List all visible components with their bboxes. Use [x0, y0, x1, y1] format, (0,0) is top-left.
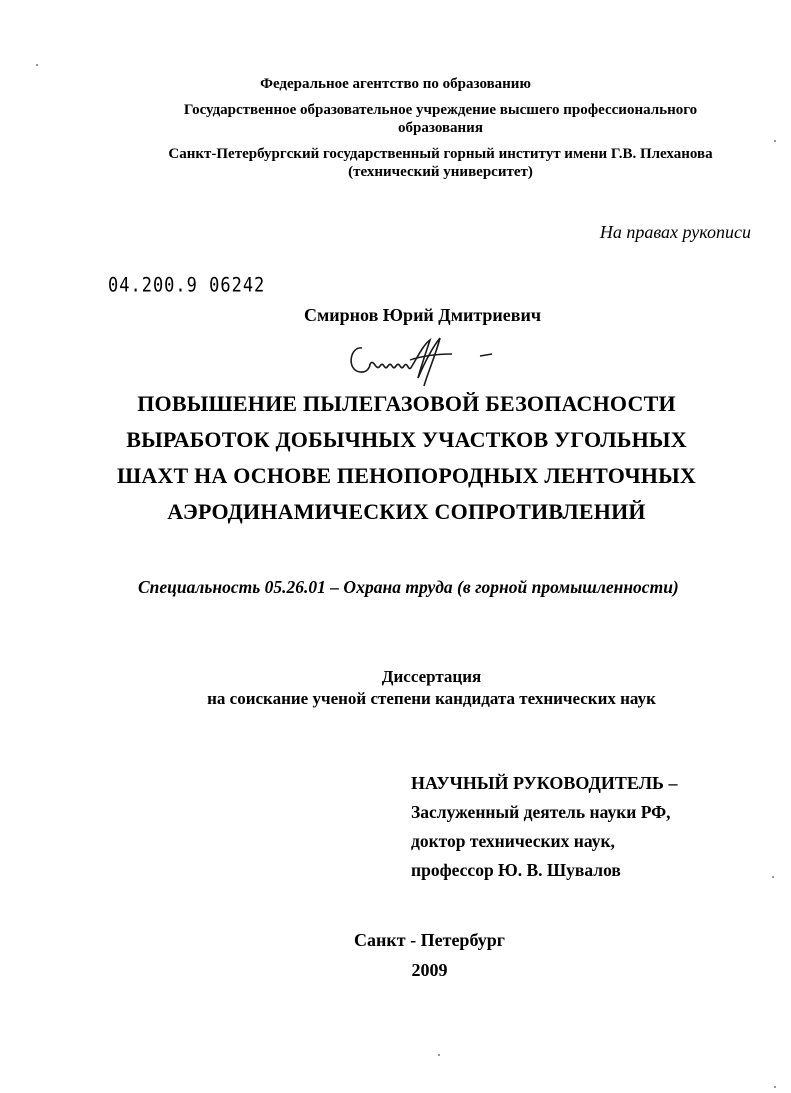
supervisor-line-1: Заслуженный деятель науки РФ, — [411, 802, 671, 822]
specialty: Специальность 05.26.01 – Охрана труда (в горной промышленности) — [138, 577, 679, 597]
author-name: Смирнов Юрий Дмитриевич — [304, 305, 541, 325]
signature-image — [340, 330, 510, 390]
agency-name: Федеральное агентство по образованию — [260, 76, 531, 92]
title-line-3: ШАХТ НА ОСНОВЕ ПЕНОПОРОДНЫХ ЛЕНТОЧНЫХ — [116, 463, 697, 488]
scan-speck — [772, 876, 774, 878]
supervisor-line-3: профессор Ю. В. Шувалов — [411, 860, 621, 880]
institution-line-1: Государственное образовательное учреждение высшего профессионального — [183, 102, 698, 118]
scan-speck — [36, 64, 38, 66]
university-line-1: Санкт-Петербургский государственный горный институт имени Г.В. Плеханова — [168, 146, 713, 162]
institution-line-2: образования — [398, 120, 483, 136]
registration-number: 04.200.9 06242 — [108, 274, 266, 297]
supervisor-line-2: доктор технических наук, — [411, 831, 615, 851]
city: Санкт - Петербург — [354, 930, 505, 950]
dissertation-label: Диссертация — [381, 667, 482, 686]
dissertation-purpose: на соискание ученой степени кандидата технических наук — [207, 689, 656, 708]
title-line-2: ВЫРАБОТОК ДОБЫЧНЫХ УЧАСТКОВ УГОЛЬНЫХ — [126, 427, 687, 452]
scan-speck — [438, 1054, 440, 1056]
manuscript-note: На правах рукописи — [599, 222, 751, 242]
year: 2009 — [411, 960, 448, 980]
scan-speck — [774, 140, 776, 142]
scan-speck — [774, 1086, 776, 1088]
title-line-1: ПОВЫШЕНИЕ ПЫЛЕГАЗОВОЙ БЕЗОПАСНОСТИ — [137, 391, 676, 416]
supervisor-heading: НАУЧНЫЙ РУКОВОДИТЕЛЬ – — [411, 773, 678, 793]
title-line-4: АЭРОДИНАМИЧЕСКИХ СОПРОТИВЛЕНИЙ — [167, 499, 646, 524]
university-line-2: (технический университет) — [348, 164, 533, 180]
